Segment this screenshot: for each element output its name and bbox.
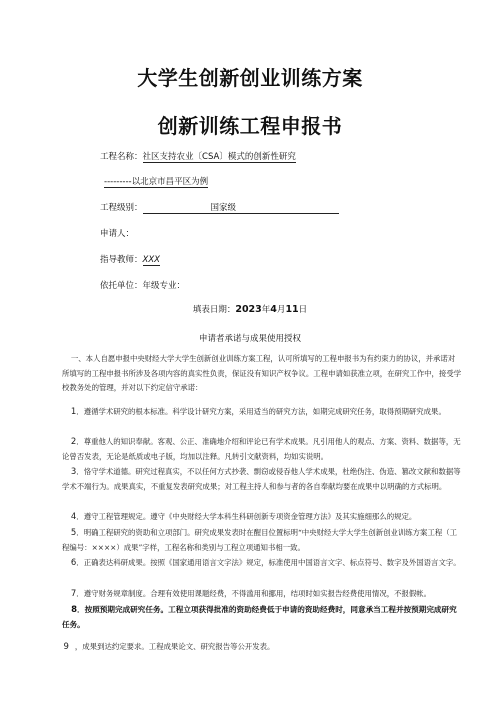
commitment-item bbox=[62, 556, 462, 571]
fill-date-label: 填表日期： bbox=[192, 305, 236, 315]
commitment-item bbox=[62, 526, 462, 555]
fill-date-day: 11 bbox=[285, 304, 299, 315]
item-text: ．明确工程研究的资助和立项部门。研究成果发表时在醒目位置标明“中央财经大学大学生创新创业训练方案工程（工程编号：××××）成果”字样，工程名称和类别与工程立项通知书相一致。 bbox=[62, 528, 458, 552]
project-level-label: 工程级别： bbox=[100, 203, 143, 213]
document-title: 大学生创新创业训练方案 bbox=[137, 66, 363, 90]
commitment-intro-text: 一、本人自愿申报中央财经大学大学生创新创业训练方案工程，认可所填写的工程申报书为有约束力的协议，并承诺对所填写的工程申报书所涉及各项内容的真实性负责，保证没有知识产权争议。工程申请如获准立项，在研究工作中，接受学校教务处的管理，并对以下约定信守承诺： bbox=[62, 354, 462, 392]
commitment-item bbox=[62, 465, 462, 494]
commitment-heading: 申请者承诺与成果使用授权 bbox=[198, 334, 301, 344]
advisor-value: XXX bbox=[142, 255, 160, 265]
item-number: 2 bbox=[70, 437, 77, 447]
grade-label: 年级专业： bbox=[142, 281, 186, 291]
fill-date-year-unit: 年 bbox=[261, 305, 271, 315]
item-text: ．尊重他人的知识奉献。客观、公正、准确地介绍和评论已有学术成果。凡引用他人的观点、方案、资料、数据等，无论曾否发表，无论是纸质或电子版，均加以注释。凡转引文献资料，均如实说明。 bbox=[62, 437, 461, 461]
unit-field bbox=[100, 279, 185, 291]
fill-date-month-unit: 月 bbox=[276, 305, 286, 315]
item-number: 7 bbox=[70, 589, 77, 599]
fill-date-year: 2023 bbox=[235, 304, 262, 315]
item-number: 9 bbox=[63, 642, 69, 652]
item-number: 6 bbox=[70, 558, 77, 568]
item-text: ．恪守学术道德。研究过程真实，不以任何方式抄袭、剽窃或侵吞他人学术成果，杜绝伪注、伪造、篡改文献和数据等学术不端行为。成果真实，不重复发表研究成果；对工程主持人和参与者的各自奉献均要在成果中以明确的方式标明。 bbox=[62, 467, 461, 491]
advisor-field bbox=[100, 253, 160, 266]
item-number: 8 bbox=[71, 605, 78, 615]
item-number: 1 bbox=[70, 407, 77, 417]
fill-date-day-unit: 日 bbox=[298, 305, 308, 315]
item-text: ．正确表达科研成果。按照《国家通用语言文字法》规定，标准使用中国语言文字、标点符号、数字及外国语言文字。 bbox=[76, 558, 461, 567]
project-subtitle-field bbox=[104, 175, 208, 188]
fill-date-month: 4 bbox=[270, 304, 277, 315]
applicant-field bbox=[100, 227, 134, 239]
commitment-item bbox=[62, 405, 462, 420]
item-text: ．遵守财务规章制度。合理有效使用课题经费，不得滥用和挪用，结项时如实报告经费使用情况，不报假帐。 bbox=[76, 589, 432, 598]
project-name-label: 工程名称： bbox=[100, 152, 143, 162]
fill-date bbox=[0, 303, 500, 315]
project-name-value: 社区支持农业〔CSA〕模式的创新性研究 bbox=[142, 152, 296, 162]
commitment-item bbox=[62, 640, 462, 655]
item-text: ．遵守工程管理规定。遵守《中央财经大学本科生科研创新专项资金管理方法》及其实施细那么的规定。 bbox=[76, 512, 417, 521]
unit-label: 依托单位： bbox=[100, 281, 143, 291]
project-level-value: 国家级 bbox=[210, 203, 237, 213]
document-subtitle: 创新训练工程申报书 bbox=[157, 114, 343, 138]
commitment-item bbox=[62, 435, 462, 464]
project-level-underline bbox=[143, 201, 339, 214]
item-number: 4 bbox=[70, 512, 77, 522]
project-subtitle-value: ---------以北京市昌平区为例 bbox=[104, 177, 209, 187]
project-name-field bbox=[100, 150, 296, 163]
item-number: 3 bbox=[70, 467, 77, 477]
item-text: ．遵循学术研究的根本标准。科学设计研究方案，采用适当的研究方法，如期完成研究任务，取得预期研究成果。 bbox=[76, 407, 446, 416]
commitment-item bbox=[62, 603, 462, 632]
applicant-label: 申请人： bbox=[100, 229, 135, 239]
commitment-item bbox=[62, 587, 462, 602]
commitment-item bbox=[62, 510, 462, 525]
advisor-label: 指导教师： bbox=[100, 255, 143, 265]
commitment-intro bbox=[62, 352, 462, 396]
project-level-field bbox=[100, 201, 339, 214]
item-text: ．按照预期完成研究任务。工程立项获得批准的资助经费低于申请的资助经费时，同意承当工程并按预期完成研究任务。 bbox=[62, 605, 457, 629]
item-number: 5 bbox=[70, 528, 77, 538]
item-text: ，成果到达约定要求。工程成果论文、研究报告等公开发表。 bbox=[74, 642, 275, 651]
